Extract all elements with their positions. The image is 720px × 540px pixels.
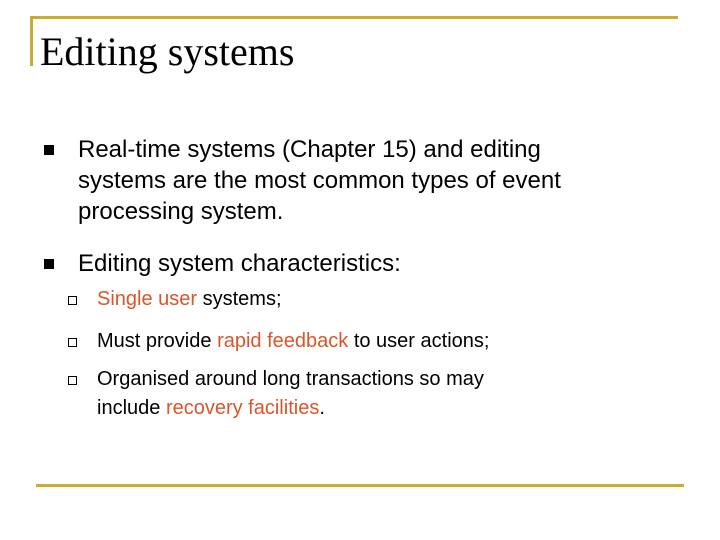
- hollow-square-bullet-icon: [68, 376, 77, 385]
- sub-bullet-2: [97, 327, 697, 356]
- sub-bullet-3-after: .: [319, 397, 325, 419]
- square-bullet-icon: [44, 145, 54, 155]
- sub-bullet-2-after: to user actions;: [348, 330, 490, 352]
- hollow-square-bullet-icon: [68, 296, 77, 305]
- bullet-2-line-1: Editing system characteristics:: [78, 250, 401, 277]
- sub-bullet-2-before: Must provide: [97, 330, 218, 352]
- sub-bullet-2-highlight: rapid feedback: [217, 330, 349, 352]
- sub-bullet-3-highlight: recovery facilities: [165, 397, 320, 419]
- bullet-1-line-1: Real-time systems (Chapter 15) and editing: [78, 136, 541, 163]
- sub-bullet-1: [97, 285, 697, 314]
- sub-bullet-1-after: systems;: [197, 288, 282, 310]
- bullet-1-line-3: processing system.: [78, 198, 284, 225]
- slide-title: Editing systems: [40, 29, 295, 74]
- square-bullet-icon: [44, 259, 54, 269]
- hollow-square-bullet-icon: [68, 338, 77, 347]
- sub-bullet-1-highlight: Single user: [97, 288, 198, 310]
- sub-bullet-3-line-1: Organised around long transactions so may: [97, 368, 484, 390]
- bullet-1-line-2: systems are the most common types of event: [78, 167, 561, 194]
- sub-bullet-3-before: include: [97, 397, 166, 419]
- sub-bullet-3-line-2: [97, 394, 697, 423]
